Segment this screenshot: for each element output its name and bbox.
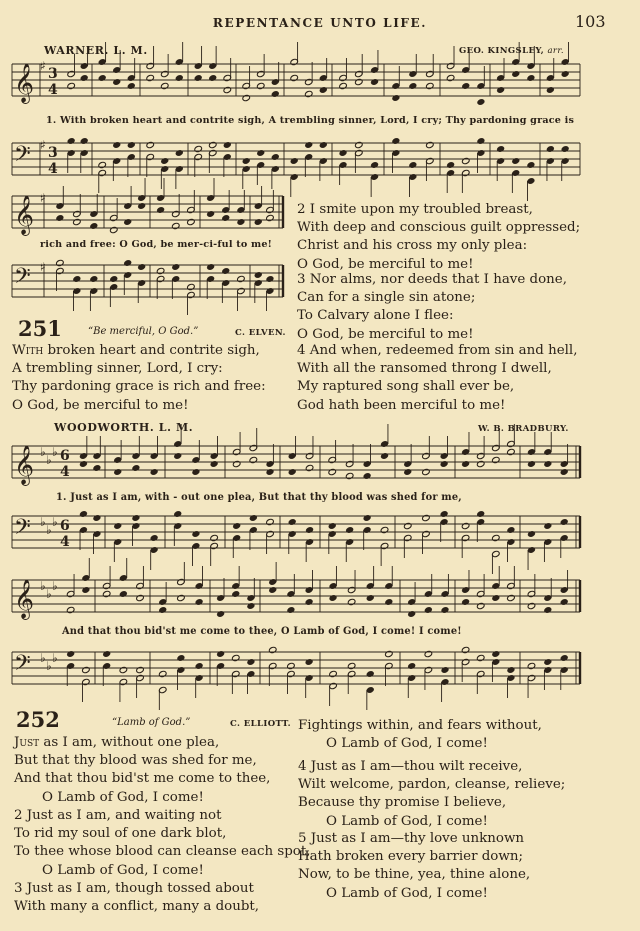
verse-line: 2 I smite upon my troubled breast, [297, 202, 533, 217]
svg-text:𝄞: 𝄞 [14, 579, 35, 619]
verse-line: O God, be merciful to me! [297, 326, 474, 342]
svg-text:3: 3 [48, 66, 58, 82]
svg-text:4: 4 [48, 82, 58, 98]
verse-line: O God, be merciful to me! [297, 256, 474, 272]
svg-text:♭: ♭ [52, 445, 58, 459]
verse-line: But that thy blood was shed for me, [14, 753, 257, 769]
verse-line: With deep and conscious guilt oppressed; [297, 220, 581, 236]
hymn-252-verse-5 [298, 830, 530, 903]
svg-text:♭: ♭ [46, 659, 52, 673]
svg-text:♯: ♯ [40, 138, 46, 152]
verse-line: With many a conflict, many a doubt, [14, 899, 260, 915]
verse-line: Hath broken every barrier down; [298, 849, 523, 865]
woodworth-underlay-line-2: And that thou bid'st me come to thee, O Lamb of God, I come! I come! [62, 626, 462, 637]
verse-line: broken heart and contrite sigh, [47, 343, 260, 358]
hymn-number-251: 251 [18, 316, 62, 341]
svg-text:𝄢: 𝄢 [14, 264, 31, 294]
verse-line: Fightings within, and fears without, [298, 718, 542, 733]
verse-line: as I am, without one plea, [43, 735, 220, 750]
svg-text:♭: ♭ [46, 587, 52, 601]
hymn-251-subtitle: “Be merciful, O God.” [88, 326, 199, 337]
tune-credit-woodworth: W. B. BRADBURY. [478, 424, 569, 434]
verse-line: And that thou bid'st me come to thee, [14, 771, 271, 787]
svg-text:𝄢: 𝄢 [14, 142, 31, 172]
verse-line: To Calvary alone I flee: [297, 308, 454, 324]
svg-text:4: 4 [48, 161, 58, 177]
verse-line: 3 Nor alms, nor deeds that I have done, [297, 272, 567, 287]
hymn-251-verse-3 [297, 271, 567, 344]
verse-line: 2 Just as I am, and waiting not [14, 808, 222, 823]
tune-title-woodworth: WOODWORTH. L. M. [54, 421, 194, 434]
verse-line: O Lamb of God, I come! [326, 813, 488, 829]
verse-line: 5 Just as I am—thy love unknown [298, 831, 525, 846]
verse-initial: Just [14, 735, 40, 750]
verse-line: 4 And when, redeemed from sin and hell, [297, 343, 578, 358]
verse-line: God hath been merciful to me! [297, 397, 506, 413]
verse-line: Wilt welcome, pardon, cleanse, relieve; [298, 777, 566, 793]
verse-line: Christ and his cross my only plea: [297, 238, 528, 254]
verse-line: To thee whose blood can cleanse each spot, [14, 844, 311, 860]
hymn-252-verse-2 [14, 807, 311, 880]
hymn-251-verse-1 [12, 342, 266, 415]
svg-text:♭: ♭ [46, 523, 52, 537]
verse-line: 3 Just as I am, though tossed about [14, 881, 254, 896]
verse-line: To rid my soul of one dark blot, [14, 826, 227, 842]
svg-text:♭: ♭ [40, 445, 46, 459]
page-number: 103 [575, 12, 606, 31]
svg-text:♯: ♯ [40, 260, 46, 274]
hymn-251-verse-4 [297, 342, 577, 415]
hymn-252-subtitle: “Lamb of God.” [112, 717, 191, 728]
svg-text:4: 4 [60, 534, 70, 550]
verse-line: A trembling sinner, Lord, I cry: [12, 361, 223, 377]
svg-text:𝄢: 𝄢 [14, 651, 31, 681]
verse-initial: With [12, 343, 44, 358]
verse-line: O Lamb of God, I come! [326, 885, 488, 901]
svg-text:♭: ♭ [40, 515, 46, 529]
verse-line: Thy pardoning grace is rich and free: [12, 379, 266, 395]
svg-text:♭: ♭ [46, 453, 52, 467]
svg-text:𝄞: 𝄞 [14, 195, 35, 235]
svg-text:3: 3 [48, 145, 58, 161]
verse-line: O Lamb of God, I come! [326, 736, 488, 752]
verse-line: Can for a single sin atone; [297, 290, 476, 306]
hymn-252-composer: C. ELLIOTT. [230, 719, 291, 729]
tune-credit-warner [459, 46, 564, 56]
verse-line: Because thy promise I believe, [298, 795, 507, 811]
hymn-251-composer: C. ELVEN. [235, 328, 286, 338]
verse-line: O Lamb of God, I come! [42, 789, 204, 805]
svg-text:♭: ♭ [52, 515, 58, 529]
verse-line: My raptured song shall ever be, [297, 379, 515, 395]
verse-line: O Lamb of God, I come! [42, 862, 204, 878]
credit-suffix: arr. [547, 46, 565, 56]
svg-text:♭: ♭ [52, 579, 58, 593]
hymn-252-verse-3-continued [298, 717, 542, 753]
svg-text:♯: ♯ [40, 191, 46, 205]
svg-text:6: 6 [60, 448, 70, 464]
verse-line: O God, be merciful to me! [12, 397, 189, 413]
hymn-251-verse-2 [297, 201, 580, 274]
hymn-number-252: 252 [16, 707, 60, 732]
warner-underlay-line-2: rich and free: O God, be mer-ci-ful to me! [40, 239, 273, 250]
verse-line: Now, to be thine, yea, thine alone, [298, 867, 531, 883]
woodworth-underlay-line-1: 1. Just as I am, with - out one plea, But that thy blood was shed for me, [56, 492, 462, 503]
hymn-252-verse-4 [298, 758, 565, 831]
hymn-252-verse-3 [14, 880, 259, 916]
tune-title-warner: WARNER. L. M. [44, 44, 148, 57]
verse-line: With all the ransomed throng I dwell, [297, 361, 552, 377]
warner-underlay-line-1: 1. With broken heart and contrite sigh, A trembling sinner, Lord, I cry; Thy pardoning grace is [46, 115, 575, 126]
page-header: REPENTANCE UNTO LIFE. [212, 16, 428, 30]
svg-text:4: 4 [60, 464, 70, 480]
svg-text:♭: ♭ [40, 579, 46, 593]
verse-line: 4 Just as I am—thou wilt receive, [298, 759, 523, 774]
svg-text:♯: ♯ [40, 59, 46, 73]
svg-text:♭: ♭ [52, 651, 58, 665]
svg-text:𝄞: 𝄞 [14, 445, 35, 485]
svg-text:6: 6 [60, 518, 70, 534]
credit-name: GEO. KINGSLEY, [459, 46, 545, 56]
svg-text:♭: ♭ [40, 651, 46, 665]
svg-text:𝄢: 𝄢 [14, 515, 31, 545]
hymn-252-verse-1 [14, 734, 270, 807]
svg-text:𝄞: 𝄞 [14, 63, 35, 103]
